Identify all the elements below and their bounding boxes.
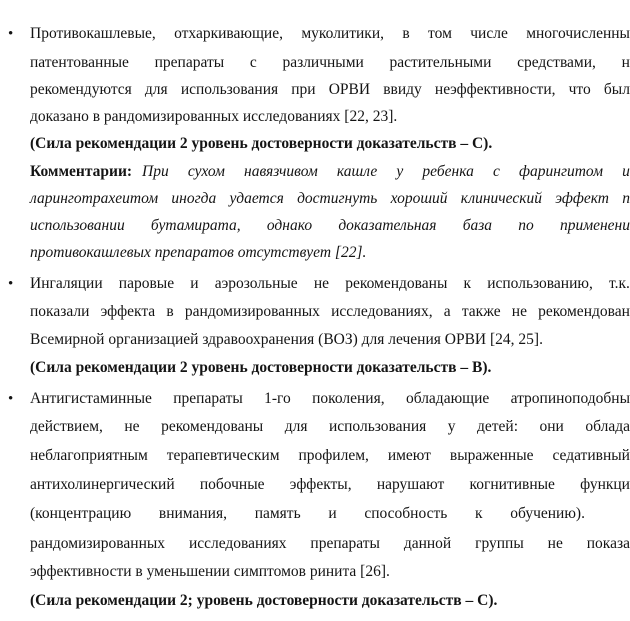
word: был: [603, 81, 630, 98]
word: рекомендован: [538, 303, 630, 320]
paragraph-line: [30, 534, 630, 556]
word: ввиду: [383, 81, 422, 98]
word: действием,: [30, 418, 103, 435]
word: группы: [475, 535, 524, 552]
word: рандомизированных: [30, 535, 166, 552]
word: растительными: [389, 54, 492, 71]
word: препараты: [154, 54, 225, 71]
word: применени: [559, 217, 630, 234]
word: функци: [580, 476, 630, 493]
word: Антигистаминные: [30, 390, 152, 407]
word: препараты: [173, 390, 243, 407]
paragraph-line: [30, 274, 630, 296]
word: различными: [282, 54, 364, 71]
word: неэффективности,: [434, 81, 556, 98]
word: при: [291, 81, 316, 98]
word: н: [621, 54, 630, 71]
word: При: [142, 163, 169, 180]
word: база: [462, 217, 493, 234]
word: Противокашлевые,: [30, 25, 156, 42]
word: эффект: [555, 190, 609, 207]
paragraph-line: [30, 80, 630, 102]
word: ребенка: [422, 163, 474, 180]
word: эффекта: [100, 303, 156, 320]
word: когнитивные: [469, 476, 555, 493]
word: числе: [470, 25, 508, 42]
word: неблагоприятным: [30, 447, 148, 464]
paragraph-line: Всемирной организацией здравоохранения (ВОЗ) для лечения ОРВИ [24, 25].: [30, 331, 543, 348]
word: атропиноподобны: [510, 390, 630, 407]
word: отхаркивающие,: [174, 25, 283, 42]
word: рандомизированных: [184, 303, 320, 320]
word: ларинготрахеитом: [30, 190, 159, 207]
word: аэрозольные: [214, 275, 298, 292]
bullet-marker: •: [8, 276, 14, 292]
word: использовании: [30, 217, 125, 234]
word: не: [511, 303, 527, 320]
word: многочисленны: [526, 25, 630, 42]
recommendation-strength: (Сила рекомендации 2; уровень достоверности доказательств – С).: [30, 592, 498, 609]
word: нарушают: [376, 476, 445, 493]
word: удается: [229, 190, 284, 207]
word: Ингаляции: [30, 275, 103, 292]
paragraph-line: [30, 53, 630, 75]
word: у: [447, 418, 456, 435]
word: и: [328, 505, 337, 522]
word: антихолинергический: [30, 476, 175, 493]
word: п: [622, 190, 630, 207]
comment-text: [142, 162, 630, 184]
word: сухом: [187, 163, 225, 180]
word: однако: [266, 217, 313, 234]
comment-label: Комментарии:: [30, 163, 133, 180]
word: детей:: [477, 418, 519, 435]
word: память: [254, 505, 301, 522]
word: в: [166, 303, 174, 320]
word: рекомендуются: [30, 81, 132, 98]
paragraph-line: [30, 417, 630, 439]
word: клинический: [460, 190, 542, 207]
word: профилем,: [298, 447, 369, 464]
word: в: [402, 25, 410, 42]
word: побочные: [199, 476, 265, 493]
paragraph-line: доказано в рандомизированных исследованиях [22, 23].: [30, 108, 398, 125]
word: не: [313, 275, 330, 292]
word: а: [443, 303, 451, 320]
word: что: [568, 81, 591, 98]
word: бутамирата,: [150, 217, 241, 234]
bullet-marker: •: [8, 391, 14, 407]
word: рекомендованы: [161, 418, 264, 435]
word: выраженные: [449, 447, 534, 464]
word: и: [190, 275, 199, 292]
recommendation-strength: (Сила рекомендации 2 уровень достоверности доказательств – С).: [30, 135, 493, 152]
word: кашле: [336, 163, 378, 180]
word: препараты: [310, 535, 380, 552]
word: и: [622, 163, 630, 180]
word: достигнуть: [297, 190, 378, 207]
word: не: [547, 535, 563, 552]
word: исследованиях,: [331, 303, 433, 320]
word: эффекты,: [289, 476, 352, 493]
paragraph-line: [30, 446, 630, 468]
word: фарингитом: [519, 163, 603, 180]
word: облада: [585, 418, 630, 435]
word: они: [539, 418, 564, 435]
word: с: [249, 54, 257, 71]
word: том: [428, 25, 452, 42]
word: 1-го: [264, 390, 291, 407]
word: не: [124, 418, 140, 435]
word: с: [492, 163, 500, 180]
word: ОРВИ: [328, 81, 371, 98]
paragraph-line: [30, 302, 630, 324]
word: к: [475, 505, 483, 522]
bullet-marker: •: [8, 26, 14, 42]
word: патентованные: [30, 54, 129, 71]
comment-line: [30, 216, 630, 238]
word: данной: [403, 535, 452, 552]
word: использованию,: [487, 275, 593, 292]
word: муколитики,: [301, 25, 384, 42]
word: по: [518, 217, 534, 234]
word: показа: [586, 535, 630, 552]
word: использования: [180, 81, 279, 98]
paragraph-line: [30, 389, 630, 411]
word: обучению).: [510, 505, 585, 522]
comment-line: [30, 189, 630, 211]
word: для: [144, 81, 168, 98]
word: внимания,: [158, 505, 227, 522]
word: доказательная: [338, 217, 437, 234]
word: хороший: [390, 190, 448, 207]
word: седативный: [552, 447, 630, 464]
comment-line: [30, 162, 630, 184]
word: имеют: [387, 447, 431, 464]
cropped-previous-line: [30, 0, 610, 4]
word: рекомендованы: [345, 275, 448, 292]
comment-line: противокашлевых препаратов отсутствует [22].: [30, 244, 367, 261]
word: т.к.: [609, 275, 630, 292]
paragraph-line: [30, 504, 585, 526]
word: у: [396, 163, 404, 180]
paragraph-line: [30, 24, 630, 46]
word: терапевтическим: [166, 447, 280, 464]
word: поколения,: [312, 390, 385, 407]
word: способность: [364, 505, 448, 522]
word: использования: [328, 418, 427, 435]
word: для: [284, 418, 308, 435]
recommendation-strength: (Сила рекомендации 2 уровень достоверности доказательств – B).: [30, 359, 492, 376]
paragraph-line: эффективности в уменьшении симптомов ринита [26].: [30, 563, 390, 580]
word: средствами,: [517, 54, 596, 71]
word: (концентрацию: [30, 505, 132, 522]
word: паровые: [118, 275, 175, 292]
word: также: [461, 303, 501, 320]
word: навязчивом: [244, 163, 318, 180]
word: иногда: [171, 190, 217, 207]
word: к: [463, 275, 472, 292]
word: показали: [30, 303, 90, 320]
word: исследованиях: [188, 535, 287, 552]
word: обладающие: [405, 390, 490, 407]
paragraph-line: [30, 475, 630, 497]
